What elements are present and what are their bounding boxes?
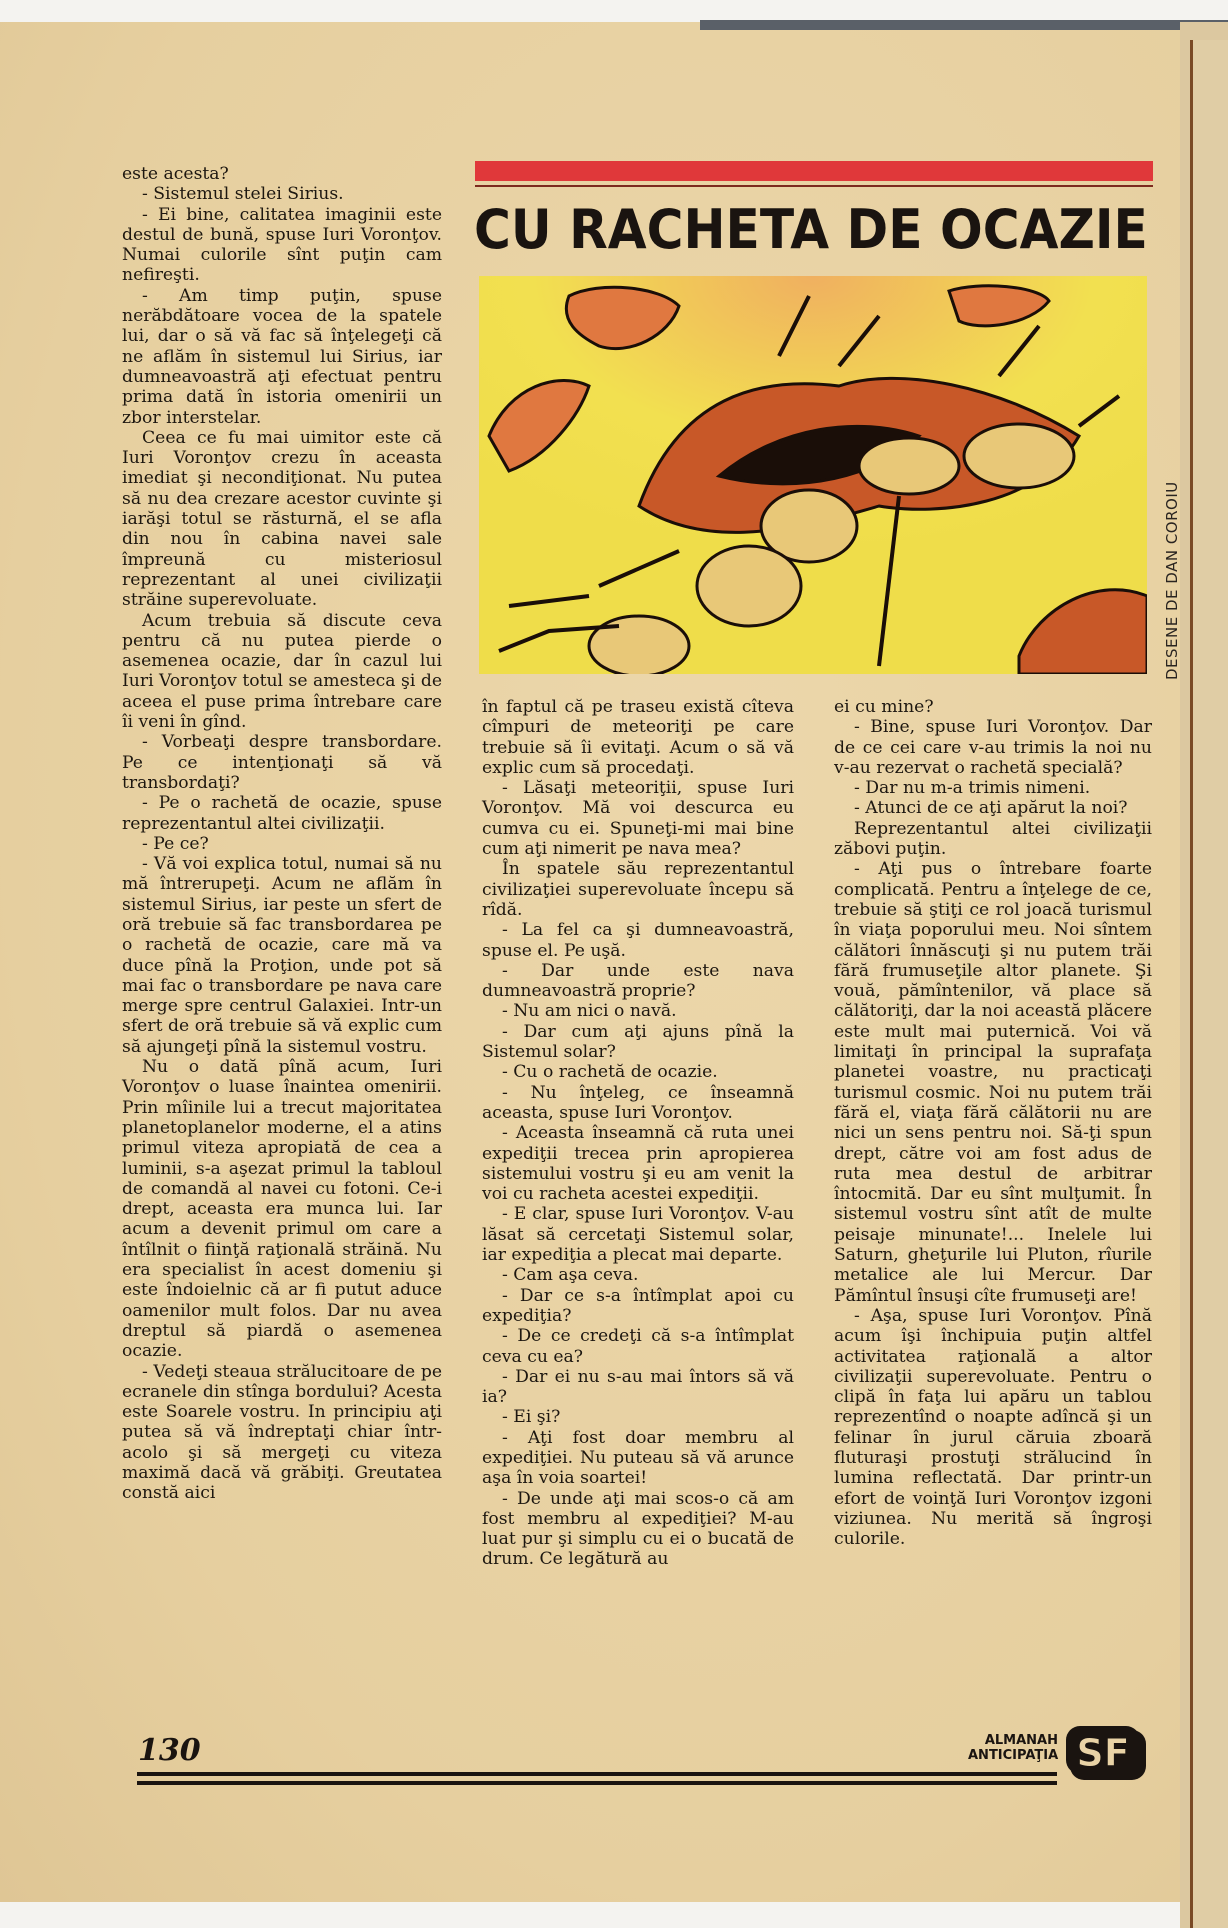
title-red-bar — [475, 161, 1153, 181]
text-column-middle — [482, 697, 794, 1570]
paragraph: în faptul că pe traseu există cîteva cîmpuri de meteoriţi pe care trebuie să îi evitaţi. Acum o să vă explic cum să procedaţi. — [482, 697, 794, 778]
paragraph: - Dar nu m-a trimis nimeni. — [854, 778, 1091, 799]
paragraph: - Aţi pus o întrebare foarte complicată. Pentru a înţelege de ce, trebuie să ştiţi ce rol joacă turismul în viaţa poporului meu. Noi sîntem călători înnăscuţi şi nu putem trăi fără frumuseţile altor planete. Şi vouă, pămîntenilor, vă place să călătoriţi, dar la noi această plăcere este mult mai puternică. Voi vă limitaţi în principal la suprafaţa planetei voastre, nu practicaţi turismul cosmic. Noi nu putem trăi fără el, viaţa fără călătorii nu are nici un sens pentru noi. Să-ţi spun drept, către voi am fost adus de ruta mea destul de arbitrar întocmită. Dar eu sînt mulţumit. În sistemul vostru sînt atît de multe peisaje minunate!... Inelele lui Saturn, gheţurile lui Pluton, rîurile metalice ale lui Mercur. Dar Pămîntul însuşi cîte frumuseţi are! — [834, 859, 1152, 1306]
paragraph: - Aceasta înseamnă că ruta unei expediţii trecea prin apropierea sistemului vostru şi eu am venit la voi cu racheta acestei expediţii. — [482, 1123, 794, 1205]
paragraph: - Aşa, spuse Iuri Voronţov. Pînă acum îşi închipuia puţin altfel activitatea raţională a altor civilizaţii superevoluate. Pentru o clipă în faţa lui apăru un tablou reprezentînd o noapte adîncă şi un felinar în jurul căruia zboară fluturaşi prostuţi strălucind în lumina reflectată. Dar printr-un efort de voinţă Iuri Voronţov izgoni viziunea. Nu merită să îngroşi culorile. — [834, 1305, 1152, 1550]
paragraph: - Cam aşa ceva. — [502, 1265, 639, 1286]
paragraph: În spatele său reprezentantul civilizaţiei superevoluate începu să rîdă. — [482, 859, 794, 920]
paragraph: - Bine, spuse Iuri Voronţov. Dar de ce cei care v-au trimis la noi nu v-au rezervat o rachetă specială? — [834, 717, 1152, 778]
meteorite-illustration-icon — [479, 276, 1147, 674]
footer-rule-bottom — [137, 1781, 1057, 1785]
paragraph: - Vedeţi steaua strălucitoare de pe ecranele din stînga bordului? Acesta este Soarele vostru. In principiu aţi putea să vă îndreptaţi chiar într-acolo şi să mergeţi cu viteza maximă dacă vă grăbiţi. Greutatea constă aici — [122, 1361, 442, 1504]
paragraph: este acesta? — [122, 164, 229, 184]
paragraph: Ceea ce fu mai uimitor este că Iuri Voronţov crezu în aceasta imediat şi necondiţionat. Nu putea să nu dea crezare acestor cuvinte şi iarăşi totul se răsturnă, el se afla din nou în cabina navei sale împreună cu misteriosul reprezentant al unei civilizaţii străine superevoluate. — [122, 427, 442, 611]
text-column-left — [122, 164, 442, 1504]
paragraph: - Atunci de ce aţi apărut la noi? — [854, 798, 1128, 819]
scan-edge-shadow — [700, 20, 1228, 30]
paragraph: - Nu înţeleg, ce înseamnă aceasta, spuse Iuri Voronţov. — [482, 1082, 794, 1123]
svg-text:SF: SF — [1076, 1731, 1130, 1775]
title-rule — [475, 185, 1153, 187]
paragraph: - Dar ce s-a întîmplat apoi cu expediţia? — [482, 1285, 794, 1326]
paragraph: - Am timp puţin, spuse nerăbdătoare vocea de la spatele lui, dar o să vă fac să înţelegeţi că ne aflăm în sistemul lui Sirius, iar dumneavoastră aţi efectuat pentru prima dată în istoria omenirii un zbor interstelar. — [122, 285, 442, 428]
paragraph: - Pe o rachetă de ocazie, spuse reprezentantul altei civilizaţii. — [122, 793, 442, 834]
paragraph: ei cu mine? — [834, 697, 934, 717]
paragraph: - Dar unde este nava dumneavoastră proprie? — [482, 960, 794, 1002]
paragraph: - Vă voi explica totul, numai să nu mă întrerupeţi. Acum ne aflăm în sistemul Sirius, iar peste un sfert de oră trebuie să fac transbordarea pe o rachetă de ocazie, care mă va duce pînă la Proţion, unde pot să mai fac o transbordare pe nava care merge spre centrul Galaxiei. Intr-un sfert de oră trebuie să vă explic cum să ajungeţi pînă la sistemul vostru. — [122, 854, 442, 1057]
publication-name — [968, 1733, 1058, 1763]
illustration-credit: DESENE DE DAN COROIU — [1163, 481, 1181, 680]
paragraph: Acum trebuia să discute ceva pentru că nu putea pierde o asemenea ocazie, dar în cazul lui Iuri Voronţov totul se amesteca şi de aceea el puse prima întrebare care îi veni în gînd. — [122, 610, 442, 733]
paragraph: Nu o dată pînă acum, Iuri Voronţov o luase înaintea omenirii. Prin mîinile lui a trecut majoritatea planetoplanelor moderne, el a atins primul viteza apropiată de cea a luminii, s-a aşezat primul la tabloul de comandă al navei cu fotoni. Ce-i drept, aceasta era munca lui. Iar acum a devenit primul om care a întîlnit o fiinţă raţională străină. Nu era specialist în acest domeniu şi este îndoielnic că ar fi putut aduce oamenilor mult folos. Dar nu avea dreptul să piardă o asemenea ocazie. — [122, 1057, 442, 1362]
next-page-edge — [1193, 40, 1228, 1928]
article-illustration — [479, 276, 1147, 674]
article-title: CU RACHETA DE OCAZIE — [474, 198, 1148, 261]
sf-logo-icon — [1066, 1726, 1148, 1782]
paragraph: - Cu o rachetă de ocazie. — [502, 1062, 718, 1083]
paragraph: - Pe ce? — [142, 833, 209, 854]
page-number: 130 — [138, 1733, 201, 1768]
paragraph: - Aţi fost doar membru al expediţiei. Nu puteau să vă arunce aşa în voia soartei! — [482, 1427, 794, 1489]
paragraph: - Sistemul stelei Sirius. — [142, 184, 344, 205]
paragraph: - Dar ei nu s-au mai întors să vă ia? — [482, 1366, 794, 1408]
paragraph: - La fel ca şi dumneavoastră, spuse el. Pe uşă. — [482, 920, 794, 961]
paragraph: - E clar, spuse Iuri Voronţov. V-au lăsat să cercetaţi Sistemul solar, iar expediţia a plecat mai departe. — [482, 1204, 794, 1266]
paragraph: - Dar cum aţi ajuns pînă la Sistemul solar? — [482, 1021, 794, 1063]
paragraph: - De unde aţi mai scos-o că am fost membru al expediţiei? M-au luat pur şi simplu cu ei o bucată de drum. Ce legătură au — [482, 1488, 794, 1570]
footer-rule-top — [137, 1772, 1057, 1776]
paragraph: - Lăsaţi meteoriţii, spuse Iuri Voronţov. Mă voi descurca eu cumva cu ei. Spuneţi-mi mai bine cum aţi nimerit pe nava mea? — [482, 778, 794, 860]
publication-line-2: ANTICIPAŢIA — [968, 1748, 1059, 1763]
publication-line-1: ALMANAH — [984, 1733, 1058, 1748]
paragraph: - De ce credeţi că s-a întîmplat ceva cu ea? — [482, 1326, 794, 1367]
text-column-right — [834, 697, 1152, 1549]
paragraph: - Vorbeaţi despre transbordare. Pe ce intenţionaţi să vă transbordaţi? — [122, 732, 442, 793]
paragraph: - Ei bine, calitatea imaginii este destul de bună, spuse Iuri Voronţov. Numai culorile sînt puţin cam nefireşti. — [122, 204, 442, 286]
paragraph: Reprezentantul altei civilizaţii zăbovi puţin. — [834, 818, 1152, 860]
paragraph: - Nu am nici o navă. — [502, 1001, 677, 1022]
paragraph: - Ei şi? — [502, 1407, 561, 1428]
